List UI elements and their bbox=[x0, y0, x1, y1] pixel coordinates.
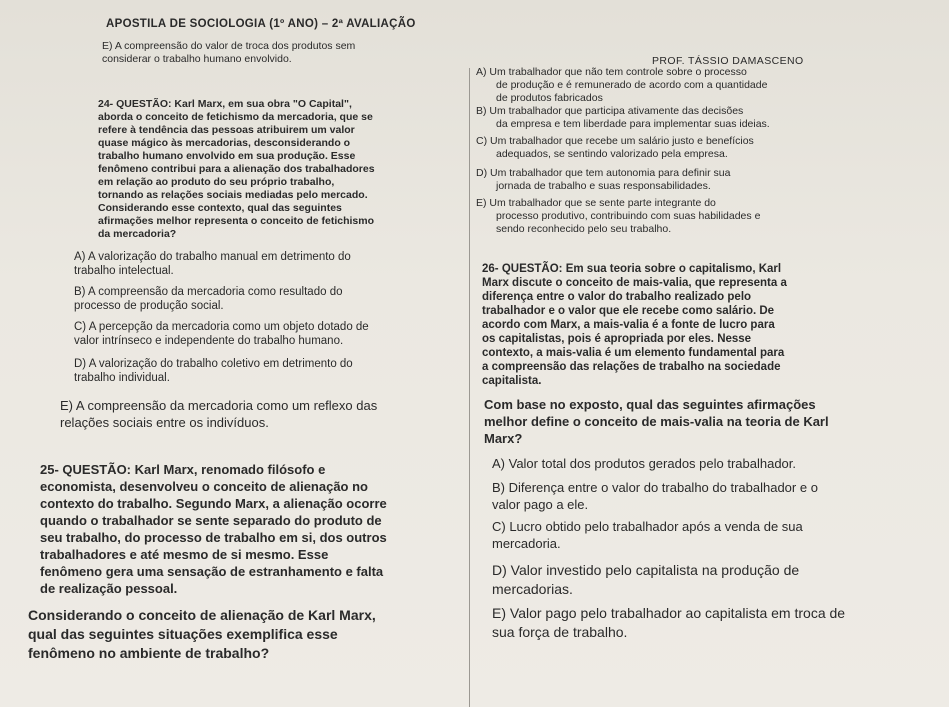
q24-stem-line: fenômeno contribui para a alienação dos trabalhadores bbox=[98, 163, 375, 175]
q25-option-c-line: adequados, se sentindo valorizado pela empresa. bbox=[496, 148, 728, 160]
q26-option-a-line: A) Valor total dos produtos gerados pelo trabalhador. bbox=[492, 456, 797, 471]
q25-option-e-line: sendo reconhecido pelo seu trabalho. bbox=[496, 223, 672, 235]
q26-stem-line: os capitalistas, pois é apropriada por eles. Nesse bbox=[482, 333, 752, 345]
q26-option-c-line: mercadoria. bbox=[492, 536, 561, 551]
q26-option-a[interactable] bbox=[492, 455, 796, 472]
q24-option-e[interactable] bbox=[60, 397, 377, 431]
q26-stem-line: acordo com Marx, a mais-valia é a fonte de lucro para bbox=[482, 319, 775, 331]
q23-option-e bbox=[102, 40, 462, 66]
q24-stem-line: 24- QUESTÃO: Karl Marx, em sua obra "O Capital", bbox=[98, 98, 352, 110]
q25-stem-line: economista, desenvolveu o conceito de alienação no bbox=[40, 479, 368, 494]
q26-stem-line: Marx discute o conceito de mais-valia, que representa a bbox=[482, 277, 787, 289]
q25-option-e[interactable] bbox=[476, 197, 760, 236]
q25-stem-line: trabalhadores e até mesmo de si mesmo. Esse bbox=[40, 547, 329, 562]
q25-stem-line: quando o trabalhador se sente separado do produto de bbox=[40, 513, 382, 528]
q25-option-b-line: B) Um trabalhador que participa ativamente das decisões bbox=[476, 105, 744, 117]
q26-option-c[interactable] bbox=[492, 518, 803, 552]
q25-option-e-line: processo produtivo, contribuindo com suas habilidades e bbox=[496, 210, 761, 222]
q26-option-e-line: E) Valor pago pelo trabalhador ao capitalista em troca de bbox=[492, 605, 846, 621]
q25-option-b-line: da empresa e tem liberdade para implementar suas ideias. bbox=[496, 118, 770, 130]
q26-option-d[interactable] bbox=[492, 561, 799, 599]
q24-stem-line: em relação ao produto do seu próprio trabalho, bbox=[98, 176, 335, 188]
q24-option-b-line: B) A compreensão da mercadoria como resultado do bbox=[74, 286, 343, 298]
q24-stem bbox=[98, 98, 464, 241]
q26-option-b-line: B) Diferença entre o valor do trabalho do trabalhador e o bbox=[492, 480, 818, 495]
q26-option-d-line: D) Valor investido pelo capitalista na produção de bbox=[492, 562, 800, 578]
q25-option-d-line: D) Um trabalhador que tem autonomia para definir sua bbox=[476, 167, 731, 179]
q24-option-a[interactable] bbox=[74, 250, 351, 278]
q26-question-line: Com base no exposto, qual das seguintes afirmações bbox=[484, 397, 816, 412]
q24-option-d-line: D) A valorização do trabalho coletivo em detrimento do bbox=[74, 358, 353, 370]
q26-question bbox=[484, 396, 829, 447]
q26-option-c-line: C) Lucro obtido pelo trabalhador após a venda de sua bbox=[492, 519, 803, 534]
q26-stem-line: 26- QUESTÃO: Em sua teoria sobre o capitalismo, Karl bbox=[482, 263, 782, 275]
q25-option-c[interactable] bbox=[476, 135, 754, 161]
q25-stem-line: contexto do trabalho. Segundo Marx, a alienação ocorre bbox=[40, 496, 387, 511]
q24-stem-line: trabalho humano envolvido em sua produção. Esse bbox=[98, 150, 356, 162]
q23-option-e-line: E) A compreensão do valor de troca dos produtos sem bbox=[102, 40, 356, 52]
q25-option-d[interactable] bbox=[476, 167, 730, 193]
q26-stem-line: contexto, a mais-valia é um elemento fundamental para bbox=[482, 347, 785, 359]
q25-option-a-line: de produtos fabricados bbox=[496, 92, 603, 104]
q24-option-b[interactable] bbox=[74, 285, 342, 313]
q24-option-e-line: relações sociais entre os indivíduos. bbox=[60, 415, 269, 430]
q25-question-line: fenômeno no ambiente de trabalho? bbox=[28, 645, 270, 661]
q25-stem-line: de realização pessoal. bbox=[40, 581, 178, 596]
q24-option-d-line: trabalho individual. bbox=[74, 372, 170, 384]
page-header: APOSTILA DE SOCIOLOGIA (1º ANO) – 2ª AVALIAÇÃO bbox=[106, 18, 416, 30]
q25-stem-line: seu trabalho, do processo de trabalho em si, dos outros bbox=[40, 530, 387, 545]
q26-option-e-line: sua força de trabalho. bbox=[492, 624, 628, 640]
q26-option-e[interactable] bbox=[492, 604, 845, 642]
q24-option-a-line: A) A valorização do trabalho manual em detrimento do bbox=[74, 251, 351, 263]
q26-option-b-line: valor pago a ele. bbox=[492, 497, 589, 512]
q26-question-line: Marx? bbox=[484, 431, 523, 446]
q24-stem-line: aborda o conceito de fetichismo da mercadoria, que se bbox=[98, 111, 373, 123]
q26-stem-line: capitalista. bbox=[482, 375, 542, 387]
q25-stem-line: fenômeno gera uma sensação de estranhamento e falta bbox=[40, 564, 384, 579]
q26-stem bbox=[482, 262, 787, 388]
q24-stem-line: da mercadoria? bbox=[98, 228, 177, 240]
q24-option-d[interactable] bbox=[74, 357, 353, 385]
q25-question bbox=[28, 606, 376, 663]
q24-option-e-line: E) A compreensão da mercadoria como um reflexo das bbox=[60, 398, 378, 413]
q24-option-b-line: processo de produção social. bbox=[74, 300, 224, 312]
q24-option-c-line: C) A percepção da mercadoria como um objeto dotado de bbox=[74, 321, 369, 333]
q24-option-c-line: valor intrínseco e independente do trabalho humano. bbox=[74, 335, 344, 347]
q26-question-line: melhor define o conceito de mais-valia na teoria de Karl bbox=[484, 414, 829, 429]
q24-stem-line: Considerando esse contexto, qual das seguintes bbox=[98, 202, 342, 214]
q24-option-a-line: trabalho intelectual. bbox=[74, 265, 174, 277]
q24-option-c[interactable] bbox=[74, 320, 369, 348]
q25-option-c-line: C) Um trabalhador que recebe um salário justo e benefícios bbox=[476, 135, 754, 147]
q24-stem-line: quase mágico às mercadorias, desconsiderando o bbox=[98, 137, 351, 149]
q25-question-line: Considerando o conceito de alienação de Karl Marx, bbox=[28, 607, 376, 623]
q26-option-b[interactable] bbox=[492, 479, 818, 513]
q25-option-a[interactable] bbox=[476, 66, 767, 105]
q25-stem bbox=[40, 461, 387, 597]
q25-option-d-line: jornada de trabalho e suas responsabilidades. bbox=[496, 180, 711, 192]
q25-option-a-line: A) Um trabalhador que não tem controle sobre o processo bbox=[476, 66, 747, 78]
q25-option-a-line: de produção e é remunerado de acordo com a quantidade bbox=[496, 79, 768, 91]
teacher-name: PROF. TÁSSIO DAMASCENO bbox=[652, 55, 804, 67]
q24-stem-line: refere à tendência das pessoas atribuirem um valor bbox=[98, 124, 355, 136]
column-divider bbox=[469, 68, 470, 707]
q25-question-line: qual das seguintes situações exemplifica esse bbox=[28, 626, 338, 642]
q25-option-e-line: E) Um trabalhador que se sente parte integrante do bbox=[476, 197, 716, 209]
q24-stem-line: tornando as relações sociais mediadas pelo mercado. bbox=[98, 189, 368, 201]
q26-option-d-line: mercadorias. bbox=[492, 581, 573, 597]
q23-option-e-line: considerar o trabalho humano envolvido. bbox=[102, 53, 292, 65]
q26-stem-line: trabalhador e o valor que ele recebe como salário. De bbox=[482, 305, 775, 317]
q25-stem-line: 25- QUESTÃO: Karl Marx, renomado filósofo e bbox=[40, 462, 326, 477]
q25-option-b[interactable] bbox=[476, 105, 770, 131]
q26-stem-line: a compreensão das relações de trabalho na sociedade bbox=[482, 361, 781, 373]
q24-stem-line: afirmações melhor representa o conceito de fetichismo bbox=[98, 215, 375, 227]
q26-stem-line: diferença entre o valor do trabalho realizado pelo bbox=[482, 291, 752, 303]
